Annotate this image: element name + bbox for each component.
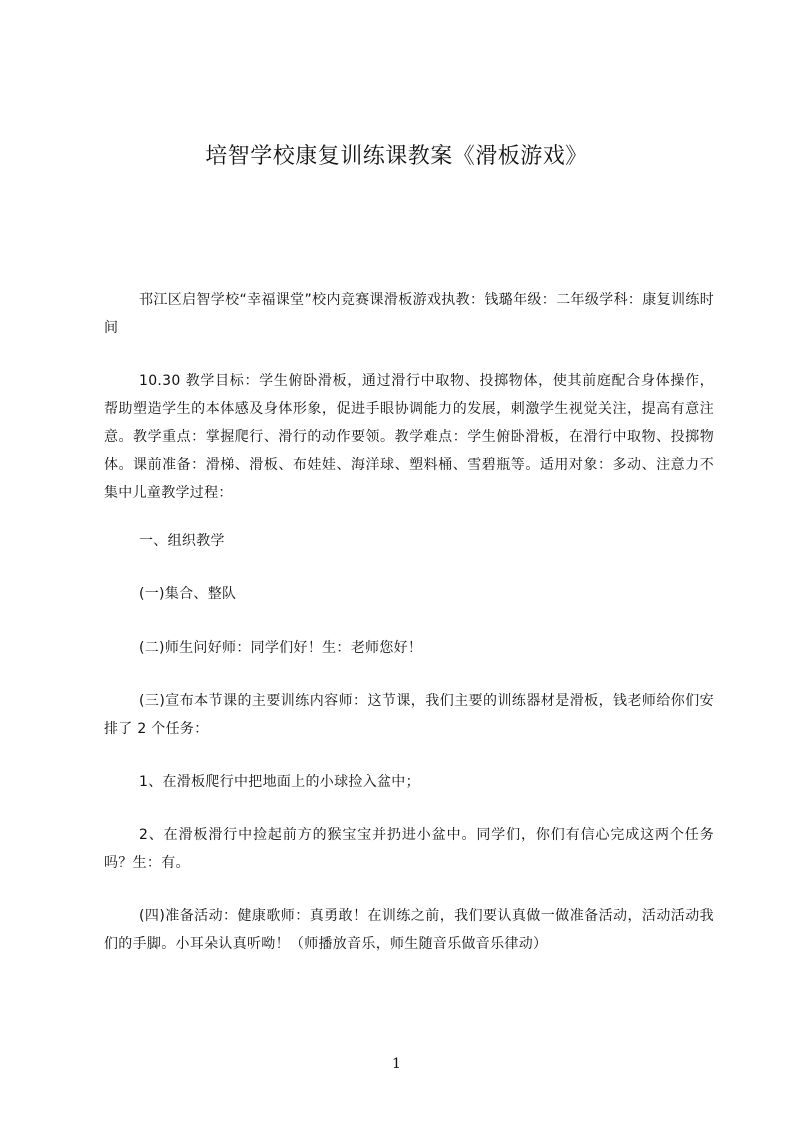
- paragraph-objectives: 10.30 教学目标：学生俯卧滑板，通过滑行中取物、投掷物体，使其前庭配合身体操作，帮助塑造学生的本体感及身体形象，促进手眼协调能力的发展，刺激学生视觉关注，提高有意注意。教学重点：掌握爬行、滑行的动作要领。教学难点：学生俯卧滑板，在滑行中取物、投掷物体。课前准备：滑梯、滑板、布娃娃、海洋球、塑料桶、雪碧瓶等。适用对象：多动、注意力不集中儿童教学过程：: [104, 373, 714, 501]
- paragraph-section-organize: 一、组织教学: [139, 533, 225, 549]
- paragraph-task-2: 2、在滑板滑行中捡起前方的猴宝宝并扔进小盆中。同学们，你们有信心完成这两个任务吗？生：有。: [104, 827, 714, 871]
- document-title: 培智学校康复训练课教案《滑板游戏》: [205, 144, 588, 169]
- paragraph-announce: (三)宣布本节课的主要训练内容师：这节课，我们主要的训练器材是滑板，钱老师给你们安排了 2 个任务：: [104, 693, 714, 737]
- paragraph-greeting: (二)师生问好师：同学们好！生：老师您好！: [139, 640, 423, 656]
- paragraph-warmup: (四)准备活动：健康歌师：真勇敢！在训练之前，我们要认真做一做准备活动，活动活动我们的手脚。小耳朵认真听呦！（师播放音乐，师生随音乐做音乐律动）: [104, 908, 714, 952]
- paragraph-header-info: 邗江区启智学校“幸福课堂”校内竞赛课滑板游戏执教：钱璐年级：二年级学科：康复训练时间: [104, 292, 714, 336]
- paragraph-task-1: 1、在滑板爬行中把地面上的小球捡入盆中；: [139, 774, 420, 790]
- paragraph-assemble: (一)集合、整队: [139, 586, 237, 602]
- page-number: 1: [392, 1056, 401, 1072]
